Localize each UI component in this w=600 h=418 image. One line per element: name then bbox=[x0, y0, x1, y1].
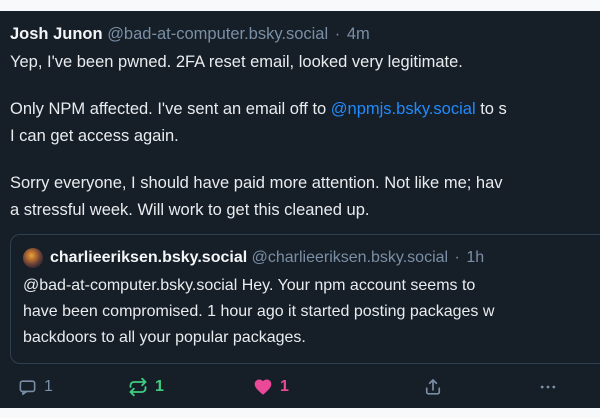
repost-count: 1 bbox=[155, 378, 164, 395]
quoted-text-line: @bad-at-computer.bsky.social Hey. Your npm account seems to bbox=[23, 277, 476, 294]
post-text-line: a stressful week. Will work to get this cleaned up. bbox=[10, 201, 370, 219]
quoted-post-header bbox=[23, 247, 600, 269]
share-button[interactable] bbox=[423, 375, 443, 399]
quoted-post-card[interactable] bbox=[10, 234, 600, 364]
post-text-line: Sorry everyone, I should have paid more attention. Not like me; hav bbox=[10, 174, 503, 192]
quoted-text-line: have been compromised. 1 hour ago it started posting packages w bbox=[23, 303, 495, 320]
quoted-post-body bbox=[23, 273, 600, 351]
like-button[interactable] bbox=[253, 375, 289, 399]
repost-arrows-icon bbox=[128, 377, 148, 397]
post-text-line bbox=[10, 96, 600, 123]
more-button[interactable] bbox=[538, 375, 558, 399]
reply-count: 1 bbox=[44, 378, 53, 395]
separator-dot: · bbox=[454, 249, 460, 266]
speech-bubble-icon bbox=[18, 378, 37, 397]
heart-icon bbox=[253, 377, 273, 397]
post-header bbox=[10, 23, 600, 45]
quoted-post-timestamp[interactable]: 1h bbox=[466, 249, 485, 266]
user-avatar[interactable] bbox=[23, 248, 43, 268]
post-card[interactable] bbox=[0, 11, 600, 408]
author-name[interactable]: Josh Junon bbox=[10, 25, 103, 43]
post-text-line: Yep, I've been pwned. 2FA reset email, looked very legitimate. bbox=[10, 53, 463, 71]
quoted-author-handle[interactable]: @charlieeriksen.bsky.social bbox=[251, 249, 449, 266]
quoted-text-line: backdoors to all your popular packages. bbox=[23, 329, 306, 346]
author-handle[interactable]: @bad-at-computer.bsky.social bbox=[107, 25, 329, 43]
post-text-line: I can get access again. bbox=[10, 127, 179, 145]
post-body bbox=[10, 49, 600, 224]
like-count: 1 bbox=[280, 378, 289, 395]
post-timestamp[interactable]: 4m bbox=[346, 25, 370, 43]
repost-button[interactable] bbox=[128, 375, 164, 399]
mention-link-npmjs[interactable]: @npmjs.bsky.social bbox=[330, 100, 476, 118]
ellipsis-icon bbox=[538, 377, 558, 397]
upload-arrow-icon bbox=[423, 377, 443, 397]
quoted-author-line bbox=[50, 247, 484, 269]
post-text: Only NPM affected. I've sent an email off to bbox=[10, 100, 331, 118]
reply-button[interactable] bbox=[18, 375, 53, 399]
post-text: to s bbox=[475, 100, 507, 118]
quoted-author-name[interactable]: charlieeriksen.bsky.social bbox=[50, 249, 248, 266]
separator-dot: · bbox=[334, 25, 341, 43]
action-bar bbox=[10, 375, 600, 403]
